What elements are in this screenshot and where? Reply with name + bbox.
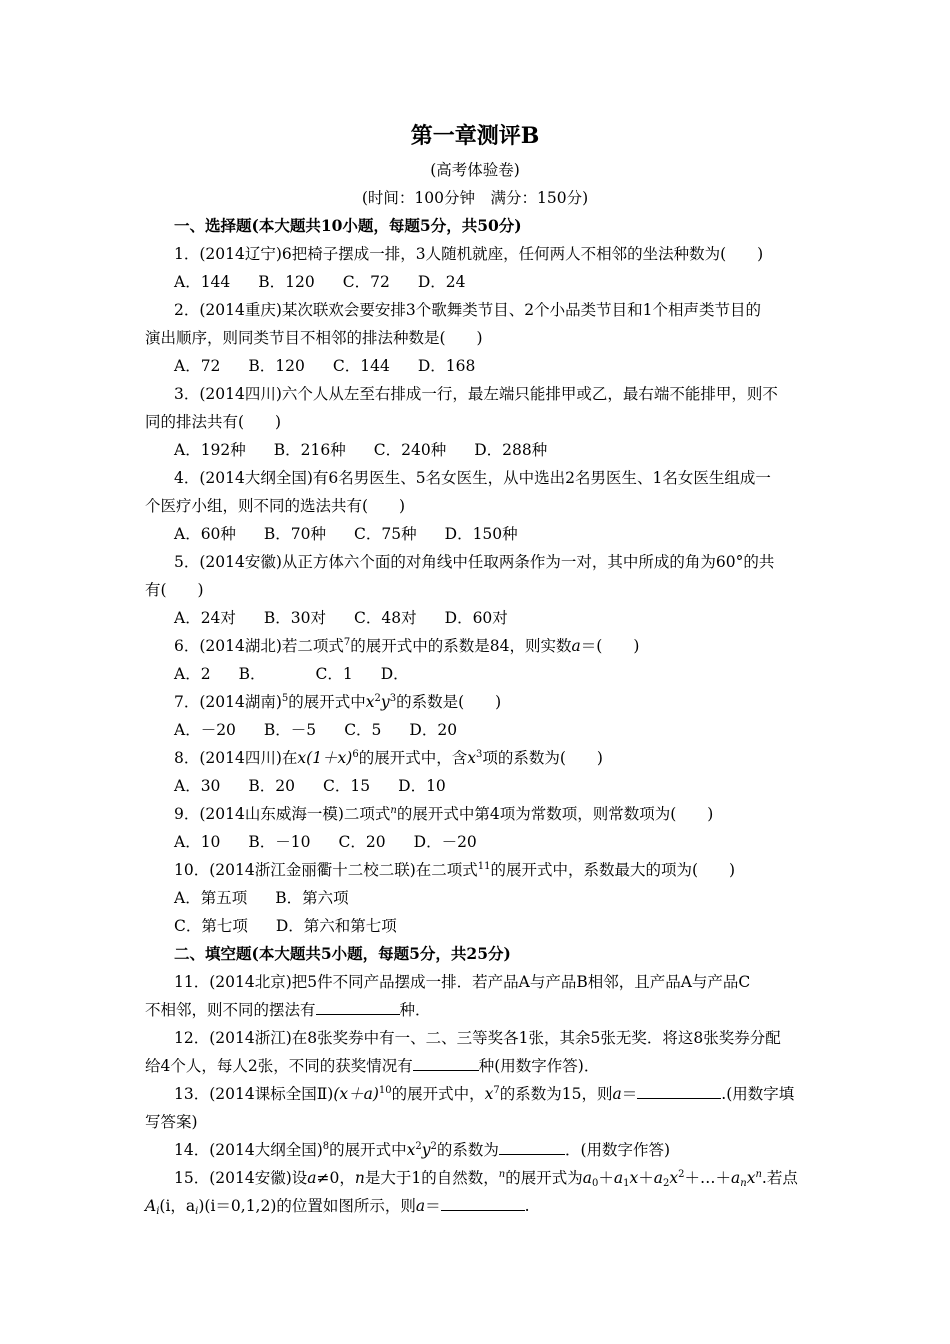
question-12-line-2: 给4个人，每人2张，不同的获奖情况有 种(用数字作答)．	[145, 1057, 600, 1075]
option-b: B．	[238, 665, 266, 683]
option-b: B．－10	[248, 833, 311, 851]
option-c: C．72	[342, 273, 390, 291]
option-b: B．70种	[263, 525, 327, 543]
question-8: 8．(2014四川)在$x(1+x)^6$的展开式中，含$x^3$项的系数为( )	[174, 749, 603, 767]
question-2-line-2: 演出顺序，则同类节目不相邻的排法种数是( )	[145, 329, 483, 347]
section-heading-choice: 一、选择题(本大题共10小题，每题5分，共50分)	[174, 216, 522, 235]
question-11-line-1: 11．(2014北京)把5件不同产品摆成一排．若产品A与产品B相邻，且产品A与产品C	[174, 973, 751, 991]
option-b: B．120	[248, 357, 305, 375]
question-15-line-2: $A_i(i$，$a_i)(i=0,1,2)$的位置如图所示，则a＝ .	[145, 1197, 530, 1217]
question-10-options-row-2	[174, 916, 425, 936]
option-a: A．72	[174, 357, 221, 375]
option-d: D．150种	[444, 525, 518, 543]
question-6-options	[174, 664, 437, 684]
question-1: 1．(2014辽宁)6把椅子摆成一排，3人随机就座，任何两人不相邻的坐法种数为( )	[174, 245, 764, 263]
option-d: D．	[380, 665, 409, 683]
option-d: D．10	[398, 777, 446, 795]
question-7-options	[174, 720, 485, 740]
option-a: A．144	[174, 273, 231, 291]
question-4-line-1: 4．(2014大纲全国)有6名男医生、5名女医生，从中选出2名男医生、1名女医生组成一	[174, 469, 771, 487]
question-6: 6．(2014湖北)若二项式$^7$的展开式中的系数是84，则实数a＝( )	[174, 637, 640, 655]
question-8-options	[174, 776, 474, 796]
subtitle: (高考体验卷)	[430, 161, 520, 179]
option-b: B．第六项	[275, 889, 349, 907]
option-d: D．60对	[444, 609, 508, 627]
answer-blank[interactable]	[413, 1056, 479, 1071]
option-c: C．15	[323, 777, 371, 795]
option-c: C．20	[338, 833, 386, 851]
option-b: B．－5	[263, 721, 317, 739]
option-c: C．48对	[354, 609, 417, 627]
option-a: A．24对	[174, 609, 236, 627]
answer-blank[interactable]	[441, 1196, 525, 1211]
question-11-line-2: 不相邻，则不同的摆法有 种．	[145, 1001, 431, 1019]
question-1-options	[174, 272, 494, 292]
answer-blank[interactable]	[637, 1084, 721, 1099]
question-5-line-1: 5．(2014安徽)从正方体六个面的对角线中任取两条作为一对，其中所成的角为60°的共	[174, 553, 775, 571]
option-d: D．20	[409, 721, 458, 739]
option-c: C．240种	[373, 441, 447, 459]
option-b: B．216种	[273, 441, 346, 459]
question-3-line-2: 同的排法共有( )	[145, 413, 282, 431]
option-d: D．24	[417, 273, 466, 291]
option-b: B．120	[258, 273, 315, 291]
option-a: A．第五项	[174, 889, 248, 907]
question-2-line-1: 2．(2014重庆)某次联欢会要安排3个歌舞类节目、2个小品类节目和1个相声类节目的	[174, 301, 761, 319]
question-7: 7．(2014湖南)$^5$的展开式中$x^2y^3$的系数是( )	[174, 693, 502, 711]
option-a: A．60种	[174, 525, 236, 543]
question-13-line-1: 13．(2014课标全国$Ⅱ)(x+a)^{10}$的展开式中，$x^7$的系数为15，则a＝ .(用数字填	[174, 1085, 795, 1103]
question-2-options	[174, 356, 503, 376]
option-c: C．144	[332, 357, 390, 375]
option-c: C．第七项	[174, 917, 248, 935]
option-b: B．30对	[263, 609, 327, 627]
option-c: C．75种	[354, 525, 417, 543]
question-15-line-1: 15．(2014安徽)设a≠0，n是大于1的自然数，$^n$的展开式为$a_0+a_1x+a_2x^2+\dots+a_nx^n$.若点	[174, 1169, 798, 1189]
exam-meta: (时间：100分钟 满分：150分)	[361, 189, 589, 207]
question-10: 10．(2014浙江金丽衢十二校二联)在二项式$^{11}$的展开式中，系数最大的项为( )	[174, 861, 736, 879]
option-d: D．－20	[413, 833, 477, 851]
option-d: D．第六和第七项	[275, 917, 397, 935]
question-4-options	[174, 524, 546, 544]
option-b: B．20	[248, 777, 296, 795]
option-c: C．5	[344, 721, 382, 739]
page-title: 第一章测评B	[410, 123, 540, 149]
option-a: A．10	[174, 833, 221, 851]
question-9-options	[174, 832, 505, 852]
question-12-line-1: 12．(2014浙江)在8张奖券中有一、二、三等奖各1张，其余5张无奖．将这8张奖券分配	[174, 1029, 781, 1047]
question-14: 14．(2014大纲全国)$^8$的展开式中$x^2y^2$的系数为 ．(用数字作答)	[174, 1141, 671, 1159]
question-13-line-2: 写答案)	[145, 1113, 198, 1131]
option-a: A．192种	[174, 441, 246, 459]
question-3-options	[174, 440, 575, 460]
option-c: C．1	[315, 665, 353, 683]
series-expression: $a_0+a_1x+a_2x^2+\dots+a_nx^n$	[582, 1169, 762, 1189]
option-d: D．168	[417, 357, 476, 375]
option-a: A．－20	[174, 721, 236, 739]
question-10-options-row-1	[174, 888, 377, 908]
answer-blank[interactable]	[499, 1140, 565, 1155]
option-d: D．288种	[474, 441, 548, 459]
question-3-line-1: 3．(2014四川)六个人从左至右排成一行，最左端只能排甲或乙，最右端不能排甲，则不	[174, 385, 778, 403]
answer-blank[interactable]	[316, 1000, 400, 1015]
question-9: 9．(2014山东威海一模)二项式$^n$的展开式中第4项为常数项，则常数项为( )	[174, 805, 714, 823]
option-a: A．30	[174, 777, 221, 795]
section-heading-fill: 二、填空题(本大题共5小题，每题5分，共25分)	[174, 944, 511, 963]
question-5-options	[174, 608, 536, 628]
option-a: A．2	[174, 665, 211, 683]
question-5-line-2: 有( )	[145, 581, 204, 599]
question-4-line-2: 个医疗小组，则不同的选法共有( )	[145, 497, 406, 515]
